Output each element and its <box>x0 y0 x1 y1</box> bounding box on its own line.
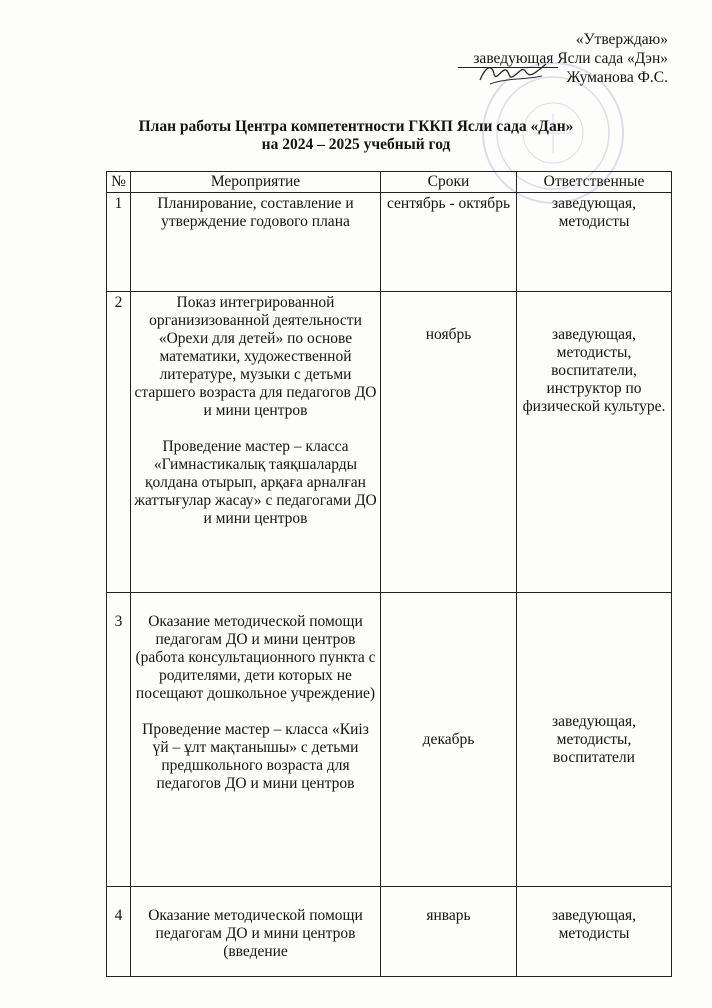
event-text: Оказание методической помощи педагогам ДО и мини центров (работа консультационного пункта с родителями, дети которых не посещают дошкольное учреждение) <box>135 613 376 702</box>
approval-signer-row <box>473 68 668 87</box>
header-number: № <box>107 172 131 193</box>
table-row <box>107 193 672 292</box>
row-event <box>131 193 381 292</box>
handwritten-signature <box>476 58 550 88</box>
table-header-row <box>107 172 672 193</box>
event-text: Оказание методической помощи педагогам ДО и мини центров (введение <box>148 907 363 960</box>
title-line-2: на 2024 – 2025 учебный год <box>261 136 451 153</box>
row-number: 4 <box>107 887 131 977</box>
row-number: 3 <box>107 593 131 887</box>
row-term: ноябрь <box>381 292 517 593</box>
table-row <box>107 292 672 593</box>
row-number: 2 <box>107 292 131 593</box>
event-text: Планирование, составление и утверждение годового плана <box>157 195 354 230</box>
row-responsible: заведующая, методисты <box>517 193 672 292</box>
row-responsible: заведующая, методисты, воспитатели, инструктор по физической культуре. <box>517 292 672 593</box>
approval-signer-name: Жуманова Ф.С. <box>566 69 668 86</box>
row-event <box>131 292 381 593</box>
row-term: январь <box>381 887 517 977</box>
row-responsible: заведующая, методисты, воспитатели <box>517 593 672 887</box>
event-text: Показ интегрированной организизованной деятельности «Орехи для детей» по основе математики, художественной литературе, музыки с детьми старшего возраста для педагогов ДО и мини центров <box>134 294 377 419</box>
table-row <box>107 887 672 977</box>
event-text: Проведение мастер – класса «Киіз үй – ұлт мақтанышы» с детьми предшкольного возраста для педагогов ДО и мини центров <box>142 721 369 792</box>
row-number: 1 <box>107 193 131 292</box>
event-text: Проведение мастер – класса «Гимнастикалық таяқшаларды қолдана отырып, арқаға арналған жаттығулар жасау» с педагогами ДО и мини центров <box>134 438 377 527</box>
header-responsible: Ответственные <box>517 172 672 193</box>
plan-table <box>106 171 672 977</box>
approval-block <box>473 30 668 87</box>
approval-position: заведующая Ясли сада «Дэн» <box>473 50 668 67</box>
approval-heading: «Утверждаю» <box>575 31 668 48</box>
document-title <box>0 118 712 154</box>
header-event: Мероприятие <box>131 172 381 193</box>
row-term: сентябрь - октябрь <box>381 193 517 292</box>
header-term: Сроки <box>381 172 517 193</box>
row-responsible: заведующая, методисты <box>517 887 672 977</box>
row-term: декабрь <box>381 593 517 887</box>
table-row <box>107 593 672 887</box>
title-line-1: План работы Центра компетентности ГККП Ясли сада «Дан» <box>138 118 574 135</box>
row-event <box>131 887 381 977</box>
row-event <box>131 593 381 887</box>
